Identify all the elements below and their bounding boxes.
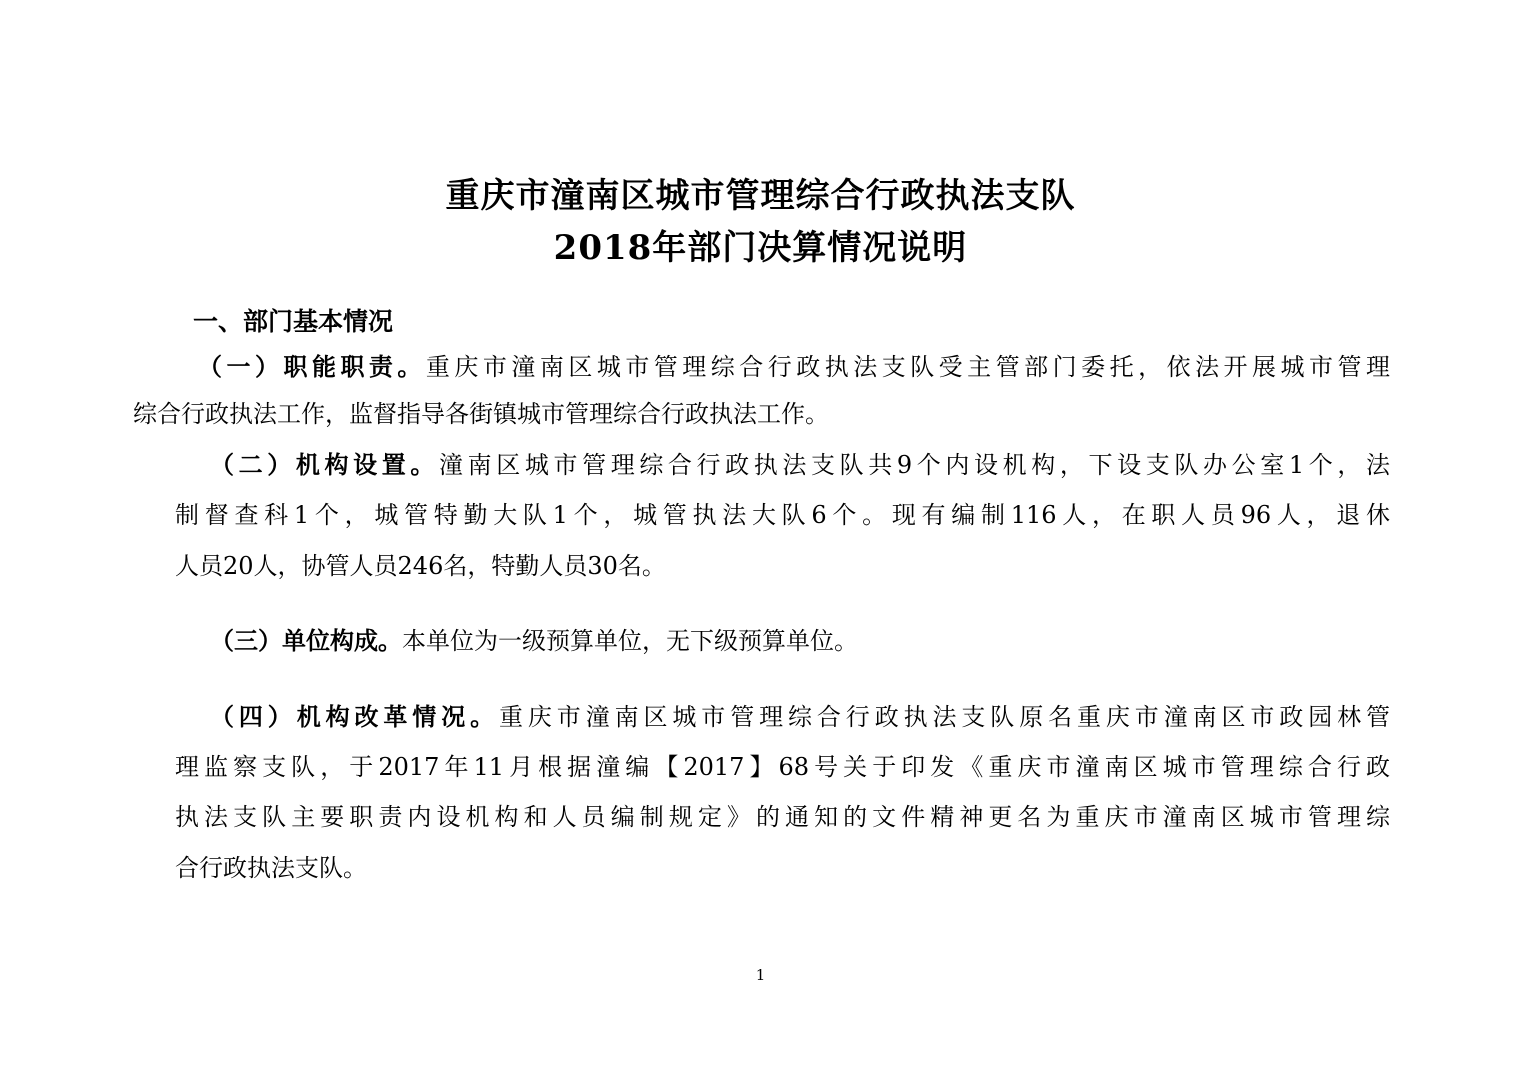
- paragraph-2-lead: （二）机构设置。: [210, 450, 439, 479]
- paragraph-4-line-3: [175, 799, 1390, 835]
- section-heading: 一、部门基本情况: [193, 307, 394, 336]
- paragraph-3-lead: （三）单位构成。: [210, 626, 402, 655]
- paragraph-3-text-1: 本单位为一级预算单位，无下级预算单位。: [402, 627, 858, 655]
- document-title-line1: 重庆市潼南区城市管理综合行政执法支队: [445, 176, 1076, 216]
- paragraph-2-line-3: [175, 548, 666, 584]
- paragraph-4-text-1: 重庆市潼南区城市管理综合行政执法支队原名重庆市潼南区市政园林管: [499, 703, 1390, 731]
- paragraph-4-text-4: 合行政执法支队。: [175, 854, 367, 882]
- paragraph-4-text-3: 执法支队主要职责内设机构和人员编制规定》的通知的文件精神更名为重庆市潼南区城市管理综: [175, 803, 1390, 831]
- document-title-line2: 2018年部门决算情况说明: [553, 228, 968, 268]
- paragraph-3-line-1: [210, 623, 858, 659]
- paragraph-4-line-4: [175, 850, 367, 886]
- paragraph-2-text-3: 人员20人，协管人员246名，特勤人员30名。: [175, 552, 666, 580]
- paragraph-2-text-1: 潼南区城市管理综合行政执法支队共9个内设机构，下设支队办公室1个，法: [438, 451, 1390, 479]
- paragraph-1-lead: （一）职能职责。: [198, 352, 426, 381]
- paragraph-2-line-2: [175, 497, 1390, 533]
- paragraph-4-line-1: [210, 699, 1390, 735]
- paragraph-4-lead: （四）机构改革情况。: [210, 702, 499, 731]
- paragraph-2-line-1: [210, 447, 1390, 483]
- paragraph-4-line-2: [175, 749, 1390, 785]
- paragraph-1-text-2: 综合行政执法工作，监督指导各街镇城市管理综合行政执法工作。: [133, 400, 829, 428]
- paragraph-1-line-2: [133, 396, 829, 432]
- paragraph-2-text-2: 制督查科1个，城管特勤大队1个，城管执法大队6个。现有编制116人，在职人员96人，退休: [175, 501, 1390, 529]
- paragraph-1-line-1: [198, 349, 1390, 385]
- paragraph-4-text-2: 理监察支队，于2017年11月根据潼编【2017】68号关于印发《重庆市潼南区城市管理综合行政: [175, 753, 1390, 781]
- page-number: 1: [755, 966, 766, 984]
- paragraph-1-text-1: 重庆市潼南区城市管理综合行政执法支队受主管部门委托，依法开展城市管理: [425, 353, 1391, 381]
